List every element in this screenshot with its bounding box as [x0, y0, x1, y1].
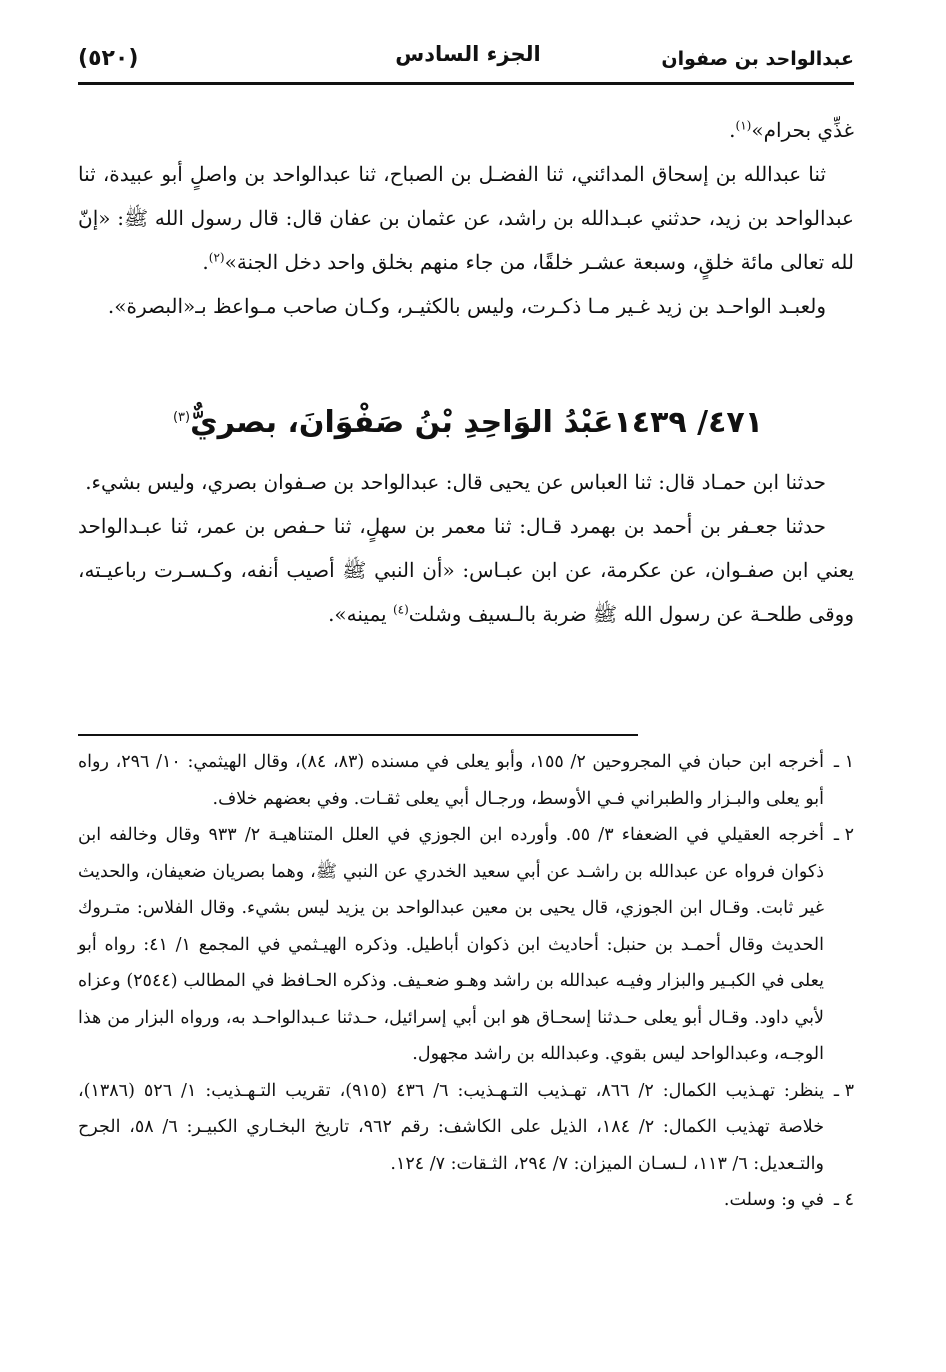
- footnote-separator: [78, 734, 638, 736]
- paragraph-1-text: غذِّي بحرام»: [751, 118, 854, 142]
- footnote-number: ٣ ـ: [833, 1080, 854, 1101]
- footnote-ref-4[interactable]: (٤): [392, 602, 409, 617]
- header-rule: [78, 82, 854, 85]
- main-text-block-2: [78, 460, 854, 636]
- part-title: الجزء السادس: [395, 42, 541, 66]
- paragraph-5-end: يمينه».: [328, 602, 387, 626]
- footnote-1: [78, 744, 854, 817]
- paragraph-2-text: ثنا عبدالله بن إسحاق المدائني، ثنا الفضـل بن الصباح، ثنا عبدالواحد بن واصلٍ أبو عبيدة، ثنا عبدالواحد بن زيد، حدثني عبـدالله بن راشد، عن عثمان بن عفان قال: قال رسول الله ﷺ: «إنّ لله تعالى مائة خلقٍ، وسبعة عشـر خلقًا، من جاء منهم بخلق واحد دخل الجنة»: [78, 162, 854, 274]
- footnote-2: [78, 817, 854, 1073]
- paragraph-4: حدثنا ابن حمـاد قال: ثنا العباس عن يحيى قال: عبدالواحد بن صـفوان بصري، وليس بشيء.: [85, 470, 826, 494]
- footnote-ref-3[interactable]: (٣): [172, 410, 191, 425]
- footnote-number: ٢ ـ: [833, 825, 854, 845]
- paragraph-1-end: .: [729, 118, 736, 142]
- paragraph-5: [78, 504, 854, 636]
- paragraph-3: ولعبـد الواحـد بن زيد غـير مـا ذكـرت، وليس بالكثيـر، وكـان صاحب مـواعظ بـ«البصرة».: [107, 294, 826, 318]
- footnote-ref-2[interactable]: (٢): [208, 250, 225, 265]
- paragraph-5-text: حدثنا جعـفر بن أحمد بن بهمرد قـال: ثنا معمر بن سهلٍ، ثنا حـفص بن عمر، ثنا عبـدالواحد يعني ابن صفـوان، عن عكرمة، عن ابن عبـاس: «أن النبي ﷺ أصيب أنفه، وكـسـرت رباعيـته، ووقى طلحـة عن رسول الله ﷺ ضربة بالـسيف وشلت: [78, 514, 854, 626]
- footnote-3: [78, 1073, 854, 1183]
- footnote-text: أخرجه العقيلي في الضعفاء ٣/ ٥٥. وأورده ابن الجوزي في العلل المتناهيـة ٢/ ٩٣٣ وقال وخالفه ابن ذكوان فرواه عن عبدالله بن راشـد عن أبي سعيد الخدري عن النبي ﷺ، وهما بصريان ضعيفان، والحديث غير ثابت. وقـال ابن الجوزي، قال يحيى بن معين عبدالواحد بن يزيد ليس بشيء. وقال الفلاس: متـروك الحديث وقال أحمـد بن حنبل: أحاديث ابن ذكوان أباطيل. وذكره الهيـثمي في المجمع ١/ ٤١: رواه أبو يعلى في الكبـير والبزار وفيـه عبدالله بن راشد وهـو ضعـيف. وذكره الحـافظ في المطالب (٢٥٤٤) وعزاه لأبي داود. وقـال أبو يعلى حـدثنا إسحـاق هو ابن أبي إسرائيل، حـدثنا عـبدالواحـد به، ورواه البزار من هذا الوجـه، وعبدالواحد ليس بقوي. وعبدالله بن راشد مجهول.: [78, 825, 824, 1064]
- entry-heading: [88, 405, 848, 440]
- footnote-number: ١ ـ: [833, 752, 854, 772]
- running-title: عبدالواحد بن صفوان: [661, 48, 854, 70]
- page-number: (٥٢٠): [78, 46, 139, 71]
- page-header: [78, 38, 854, 84]
- footnotes-block: [78, 744, 854, 1219]
- footnote-text: ينظر: تهـذيب الكمال: ٢/ ٨٦٦، تهـذيب التـهـذيب: ٦/ ٤٣٦ (٩١٥)، تقريب التـهـذيب: ١/ ٥٢٦ (١٣٨٦)، خلاصة تهذيب الكمال: ٢/ ١٨٤، الذيل على الكاشف: رقم ٩٦٢، تاريخ البخـاري الكبيـر: ٦/ ٥٨، الجرح والتـعديل: ٦/ ١١٣، لـسـان الميزان: ٧/ ٢٩٤، الثـقات: ٧/ ١٢٤.: [78, 1080, 825, 1174]
- footnote-number: ٤ ـ: [833, 1190, 854, 1210]
- paragraph-1: [78, 108, 854, 152]
- entry-heading-text: ٤٧١/ ١٤٣٩عَبْدُ الوَاحِدِ بْنُ صَفْوَانَ، بصريٌّ: [190, 405, 764, 440]
- main-text-block: [78, 108, 854, 328]
- footnote-ref-1[interactable]: (١): [735, 118, 752, 133]
- footnote-4: [78, 1182, 854, 1219]
- footnote-text: في و: وسلت.: [723, 1190, 824, 1210]
- paragraph-2-end: .: [202, 250, 209, 274]
- book-page: [78, 0, 854, 1372]
- paragraph-2: [78, 152, 854, 284]
- footnote-text: أخرجه ابن حبان في المجروحين ٢/ ١٥٥، وأبو يعلى في مسنده (٨٣، ٨٤)، وقال الهيثمي: ١٠/ ٢٩٦، رواه أبو يعلى والبـزار والطبراني فـي الأوسط، ورجـال أبي يعلى ثقـات. وفي بعضهم خلاف.: [78, 752, 824, 809]
